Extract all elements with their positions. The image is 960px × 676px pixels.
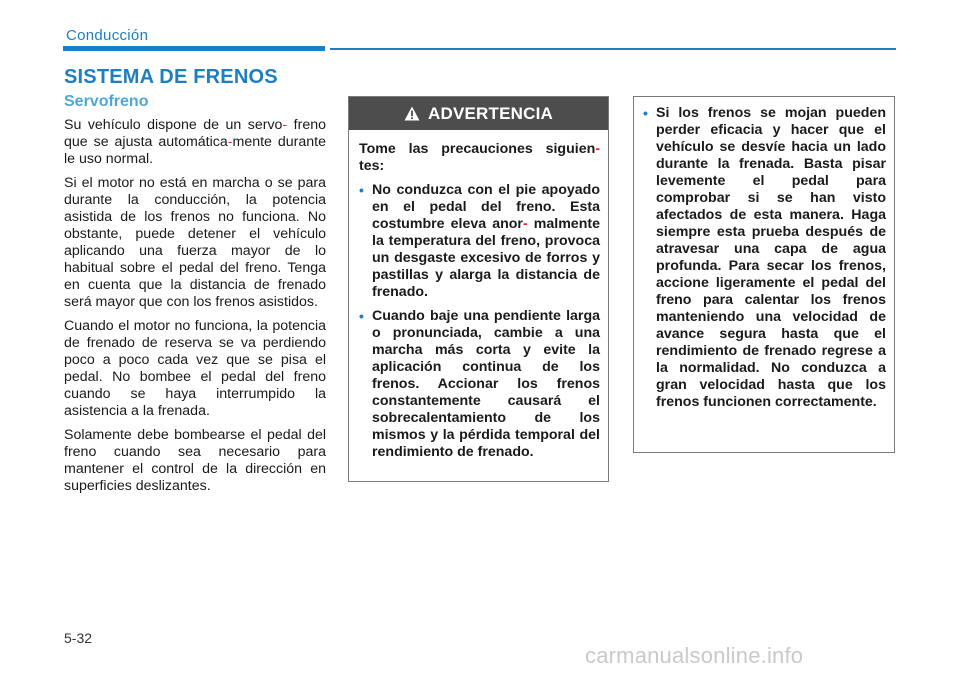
header-rule-thin bbox=[330, 48, 896, 50]
hyphen: - bbox=[595, 141, 600, 157]
paragraph-2: Si el motor no está en marcha o se para durante la conducción, la potencia asistida de los frenos no funciona. No obstante, puede detener el vehículo aplicando una fuerza mayor de lo habitual sobre el pedal del freno. Tenga en cuenta que la distancia de frenado será mayor que con los frenos asistidos. bbox=[64, 175, 326, 310]
hyphen: - bbox=[522, 216, 528, 232]
warning-body bbox=[349, 130, 608, 461]
bullet-text: Cuando baje una pendiente larga o pronunciada, cambie a una marcha más corta y evite la aplicación continua de los frenos. Accionar los frenos constantemente causará el sobrecalentamiento de los mismos y la pérdida temporal del rendimiento de frenado. bbox=[372, 308, 600, 460]
page-title: SISTEMA DE FRENOS bbox=[64, 66, 278, 88]
paragraph-4: Solamente debe bombearse el pedal del freno cuando sea necesario para mantener el control de la dirección en superficies deslizantes. bbox=[64, 427, 326, 494]
warning-triangle-icon bbox=[404, 106, 420, 121]
warning-label: ADVERTENCIA bbox=[428, 103, 553, 123]
paragraph-1 bbox=[64, 117, 326, 168]
p1-line-a: Su vehículo dispone de un servo bbox=[64, 117, 283, 133]
bullet-text: Si los frenos se mojan pueden perder eficacia y hacer que el vehículo se desvíe hacia un lado durante la frenada. Basta pisar levemente el pedal para comprobar si se han visto afectados de esta manera. Haga siempre esta prueba después de atravesar una capa de agua profunda. Para secar los frenos, accione ligeramente el pedal del freno para calentar los frenos manteniendo una velocidad de avance segura hasta que el rendimiento de frenado regrese a la normalidad. No conduzca a gran velocidad hasta que los frenos funcionen correctamente. bbox=[656, 105, 886, 410]
bullet1-b: malmente la temperatura del freno, provoca un desgaste excesivo de forros y pastillas y alarga la distancia de frenado. bbox=[372, 216, 600, 300]
note-box bbox=[633, 96, 895, 453]
warning-header bbox=[349, 97, 608, 130]
warning-bullet-1 bbox=[359, 182, 600, 301]
bullet-dot: • bbox=[643, 105, 648, 121]
header-rule-thick bbox=[63, 46, 325, 51]
watermark: carmanualsonline.info bbox=[585, 643, 804, 668]
warning-intro-a: Tome las precauciones siguien bbox=[359, 141, 596, 157]
warning-intro-b: tes: bbox=[359, 158, 385, 174]
note-bullet bbox=[643, 105, 886, 411]
hyphen: - bbox=[227, 134, 233, 150]
warning-box bbox=[348, 96, 609, 482]
page-number: 5-32 bbox=[64, 630, 93, 646]
warning-bullet-2 bbox=[359, 308, 600, 461]
paragraph-3: Cuando el motor no funciona, la potencia de frenado de reserva se va perdiendo poco a poco cada vez que se pisa el pedal. No bombee el pedal del freno cuando se haya interrumpido la asistencia a la frenada. bbox=[64, 318, 326, 419]
warning-intro bbox=[359, 141, 600, 175]
hyphen: - bbox=[282, 117, 288, 133]
bullet-dot: • bbox=[359, 182, 364, 198]
bullet1-a: No conduzca con el pie apoyado en el pedal del freno. Esta costumbre eleva anor bbox=[372, 182, 600, 232]
p1-line-c: mente durante le uso normal. bbox=[64, 134, 326, 167]
bullet-dot: • bbox=[359, 308, 364, 324]
section-label: Conducción bbox=[66, 27, 149, 44]
p1-line-b: freno que se ajusta automática bbox=[64, 117, 326, 150]
bullet-text bbox=[372, 182, 600, 301]
left-column bbox=[64, 117, 326, 502]
section-subtitle: Servofreno bbox=[64, 93, 149, 110]
